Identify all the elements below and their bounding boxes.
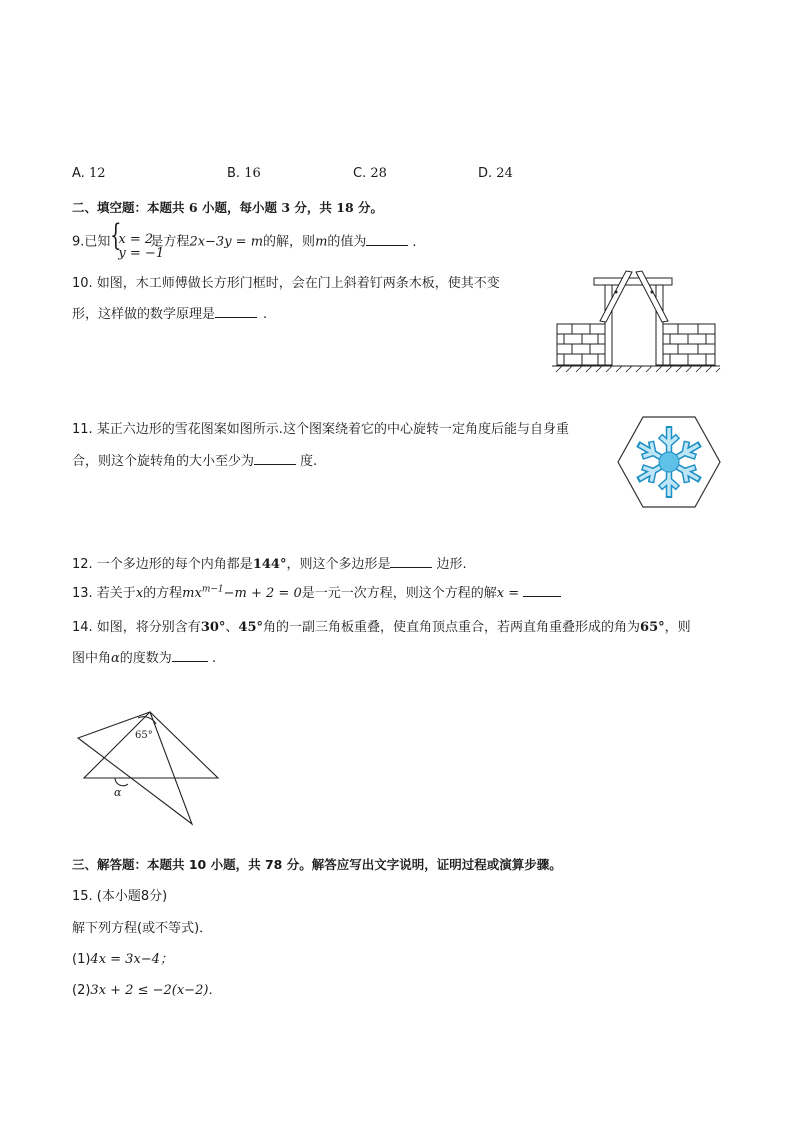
question-13 bbox=[72, 582, 561, 601]
choice-c-label: C. bbox=[353, 166, 367, 181]
q14-text4: 图中角 bbox=[72, 651, 112, 666]
q9-var: m bbox=[315, 234, 328, 250]
question-11-line1: 11. 某正六边形的雪花图案如图所示.这个图案绕着它的中心旋转一定角度后能与自身重 bbox=[72, 422, 569, 437]
q9-text1: 已知 bbox=[84, 234, 111, 250]
section2-total: 18 bbox=[336, 200, 354, 215]
choice-d bbox=[478, 166, 513, 181]
section2-count: 6 bbox=[188, 200, 198, 215]
q9-text2: 是方程 bbox=[150, 234, 190, 250]
snowflake-hexagon-figure bbox=[616, 414, 722, 510]
question-11-line2 bbox=[72, 450, 317, 469]
section3-header: 三、解答题：本题共 10 小题，共 78 分。解答应写出文字说明，证明过程或演算步骤。 bbox=[72, 857, 562, 872]
q13-text3: 是一元一次方程，则这个方程的解 bbox=[301, 586, 497, 601]
section2-suffix: 分。 bbox=[358, 200, 384, 215]
q12-end: 边形. bbox=[436, 557, 467, 572]
question-14-line1 bbox=[72, 616, 691, 635]
question-9 bbox=[72, 218, 417, 261]
q11-end: 度. bbox=[300, 454, 318, 469]
question-10-line2 bbox=[72, 303, 267, 322]
q10-end: . bbox=[263, 307, 268, 322]
q14-alpha: α bbox=[111, 651, 120, 666]
q13-text1: 13. 若关于 bbox=[72, 586, 136, 601]
q15-part1-equation: 4x = 3x−4； bbox=[90, 952, 173, 967]
q12-text1: 12. 一个多边形的每个内角都是 bbox=[72, 557, 253, 572]
q15-part2-inequality: 3x + 2 ≤ −2(x−2)． bbox=[90, 983, 222, 998]
choice-d-label: D. bbox=[478, 166, 493, 181]
choice-a bbox=[72, 166, 105, 181]
q10-answer-blank[interactable] bbox=[215, 305, 257, 318]
q14-text1: 14. 如图，将分别含有 bbox=[72, 620, 201, 635]
section2-prefix: 二、填空题：本题共 bbox=[72, 200, 185, 215]
choice-a-value: 12 bbox=[88, 166, 106, 181]
choice-b-value: 16 bbox=[244, 166, 261, 181]
q9-brace: { bbox=[110, 218, 122, 253]
q13-eq-exponent: m−1 bbox=[201, 584, 224, 595]
question-15-part2 bbox=[72, 979, 221, 998]
choice-b bbox=[227, 166, 261, 181]
choice-c bbox=[353, 166, 387, 181]
q14-angle-30: 30° bbox=[200, 620, 226, 635]
choice-a-label: A. bbox=[72, 166, 85, 181]
question-12 bbox=[72, 553, 467, 572]
q13-solution-label: x = bbox=[496, 586, 520, 601]
choice-b-label: B. bbox=[227, 166, 241, 181]
q14-text3: ，则 bbox=[664, 620, 691, 635]
q12-angle: 144° bbox=[252, 557, 287, 572]
section2-mid1: 小题，每小题 bbox=[201, 200, 277, 215]
q12-text2: ，则这个多边形是 bbox=[286, 557, 391, 572]
q9-number: 9. bbox=[72, 234, 85, 250]
q14-angle-45: 45° bbox=[238, 620, 264, 635]
q9-equation: 2x−3y = m bbox=[189, 234, 264, 250]
q13-text2: 的方程 bbox=[143, 586, 183, 601]
q9-text4: 的值为 bbox=[327, 234, 367, 250]
q13-eq-base: mx bbox=[182, 586, 202, 601]
choice-d-value: 24 bbox=[496, 166, 513, 181]
q9-text3: 的解，则 bbox=[263, 234, 316, 250]
q11-text: 合，则这个旋转角的大小至少为 bbox=[72, 454, 255, 469]
q15-part2-label: (2) bbox=[72, 983, 91, 998]
q14-text5: 的度数为 bbox=[119, 651, 172, 666]
q10-text: 形，这样做的数学原理是 bbox=[72, 307, 216, 322]
q14-angle-65: 65° bbox=[640, 620, 665, 635]
q14-sep: 、 bbox=[225, 620, 239, 635]
choice-c-value: 28 bbox=[370, 166, 387, 181]
section2-points: 3 bbox=[281, 200, 291, 215]
question-15-part1 bbox=[72, 948, 173, 967]
q12-answer-blank[interactable] bbox=[390, 555, 432, 568]
q9-system bbox=[110, 218, 165, 261]
q13-var: x bbox=[135, 586, 144, 601]
q15-part1-label: (1) bbox=[72, 952, 91, 967]
q14-answer-blank[interactable] bbox=[172, 649, 208, 662]
q9-eq1: x = 2 bbox=[118, 232, 154, 247]
door-frame-figure bbox=[552, 266, 722, 378]
q14-text2: 角的一副三角板重叠，使直角顶点重合，若两直角重叠形成的角为 bbox=[263, 620, 641, 635]
q9-answer-blank[interactable] bbox=[366, 233, 408, 246]
fig14-alpha-label: α bbox=[114, 786, 122, 799]
question-10-line1: 10. 如图，木工师傅做长方形门框时，会在门上斜着钉两条木板，使其不变 bbox=[72, 276, 500, 291]
triangles-figure bbox=[72, 706, 222, 836]
q13-eq-rest: −m + 2 = 0 bbox=[223, 586, 302, 601]
question-15-header: 15. (本小题8分) bbox=[72, 889, 168, 904]
q9-end: . bbox=[412, 234, 417, 250]
q14-end: . bbox=[211, 651, 216, 666]
section2-mid2: 分，共 bbox=[294, 200, 332, 215]
q9-eq2: y = −1 bbox=[118, 246, 165, 261]
question-14-line2 bbox=[72, 647, 216, 666]
q13-answer-blank[interactable] bbox=[523, 584, 561, 597]
section2-header bbox=[72, 198, 383, 216]
question-15-intro: 解下列方程(或不等式)． bbox=[72, 921, 213, 936]
fig14-angle-label: 65° bbox=[135, 730, 153, 741]
q11-answer-blank[interactable] bbox=[254, 452, 296, 465]
